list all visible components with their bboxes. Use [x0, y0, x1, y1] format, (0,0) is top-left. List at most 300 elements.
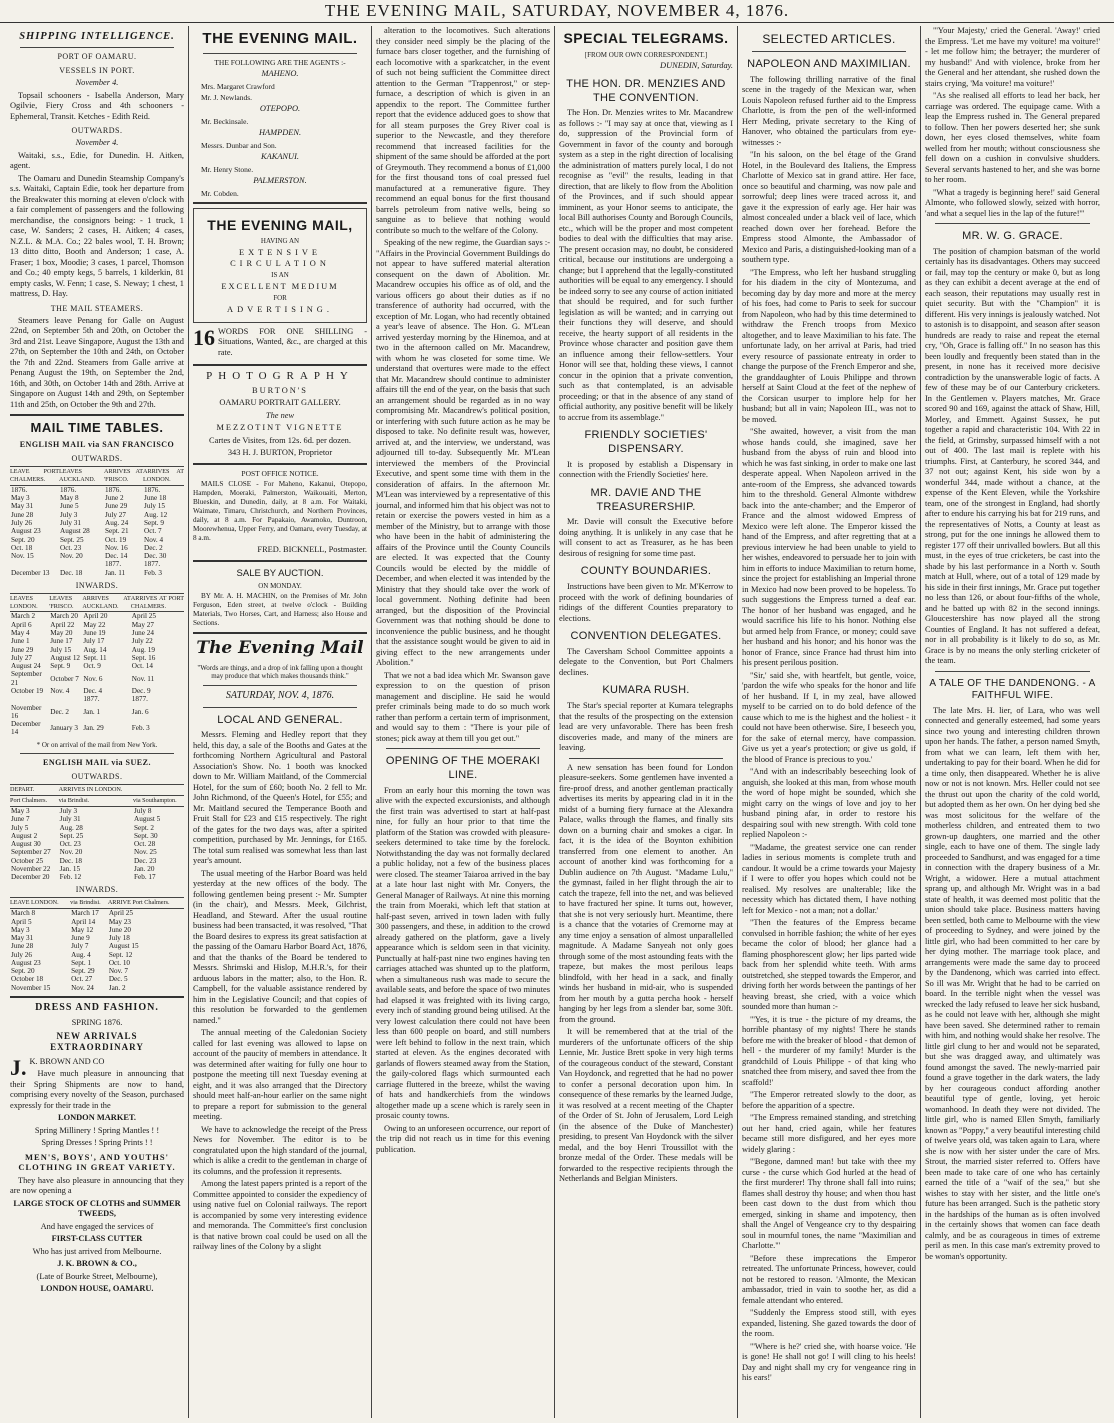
table-row: [10, 824, 184, 832]
table-cell: June 29: [11, 645, 34, 654]
table-cell: July 3: [59, 806, 78, 815]
column-3: [372, 26, 555, 1418]
agent-name: Mr. J. Newlands.: [201, 93, 253, 102]
sf-outwards-table: [10, 466, 184, 577]
table-row: [10, 720, 184, 737]
table-cell: July 8: [134, 806, 152, 815]
agent-place: OTEPOPO.: [259, 104, 301, 114]
article-paragraph: The Hon. Dr. Menzies writes to Mr. Macandrew as follows :- "I may say at once that, viewing as I do, suppression of the Provincial form of Government in favor of the county and borough system as a step in the right direction of localising the administration of matters purely local, I do not recognise as "evil" the results, leading in that direction, that are likely to flow from the Abolition of the Provinces, and if such should appear imminent, as your Honor seems to anticipate, the local Bill authorises County and Borough Councils, etc., which will be the proper and most competent bodies to deal with the difficulties that may arise. The present occasion may, no doubt, be considered critical, because our institutions are undergoing a change; but I apprehend that the legally-constituted authorities will be equal to any emergency. I should be indeed sorry to see any course of action initiated that should be required, and for such further legislation as will be wanted; and in carrying out their functions they will deserve, and should receive, the hearty support of all residents in the Province whose character and position gave them an influence among their fellow-settlers. Your Honor will see that, holding these views, I cannot concur in the opinion that a private convention, such as that contemplated, is an advisable proceeding; or that in the absence of any stand of official authority, any positive benefit will be likely to accrue from its assemblage.": [559, 108, 733, 422]
table-cell: 1877.: [83, 695, 100, 704]
table-cell: June 19: [83, 629, 106, 638]
proprietor: 343 H. J. BURTON, Proprietor: [227, 448, 333, 458]
table-cell: June 29: [105, 502, 128, 511]
column-1: [6, 26, 189, 1418]
box-extensive: EXTENSIVE CIRCULATION: [230, 248, 330, 268]
mens-text: They have also pleasure in announcing that they are now opening a: [10, 1175, 184, 1196]
table-cell: June 5: [60, 502, 79, 511]
article-paragraph: "Before these imprecations the Emperor retreated. The unfortunate Princess, however, could not be restored to reason. 'Almonte, the Mexican ambassador, tried in vain to soothe her, as did a female attendant who entered.: [742, 1253, 916, 1305]
local-title: LOCAL AND GENERAL.: [217, 713, 343, 726]
mail-steamers-text: Steamers leave Penang for Galle on August 22nd, on September 5th and 20th, on October the 3rd and 21st. Leave Singapore, August the 13th and 27th, on September the 10th and 24th, on October the 7th and 22nd. Steamers from Galle arrive at Penang August the 19th, on September the 2nd, 16th, and 30th, on October 14th and 28th. Arrive at Singapore on August 14th and 29th, on September 11th and 25th, on October the 9th and 27th.: [10, 315, 184, 409]
table-row: [10, 494, 184, 502]
drop-cap-j: J.: [10, 1054, 27, 1080]
table-row: [10, 984, 184, 992]
table-cell: June 17: [50, 637, 73, 646]
table-cell: Nov. 11: [131, 674, 155, 683]
table-cell: Aug. 19: [131, 645, 155, 654]
table-cell: 1876.: [60, 485, 77, 494]
dress-title: DRESS AND FASHION.: [35, 1002, 159, 1014]
table-row: [10, 646, 184, 654]
article-paragraph: "Then the features of the Empress became convulsed in horrible fashion; the white of her eyes became the color of blood; her glance had a flaming phosphorescent glow; her lips parted wide back from her splendid white teeth. With arms outstretched, she stepped towards the Emperor, and driving forth her words between the pantings of her heaving breast, she cried, with a voice which sounded more than human :-: [742, 918, 916, 1012]
table-cell: 1876.: [144, 485, 161, 494]
gothic-title: The Evening Mail: [196, 638, 364, 659]
article-paragraph: "'Where is he?' cried she, with hoarse voice. 'He is gone! He shall not go! I will cling to his heels! Day and night shall my cry for vengeance ring in his ears!': [742, 1341, 916, 1383]
article-paragraph: The annual meeting of the Caledonian Society called for last evening was allowed to lapse on account of the paucity of members in attendance. It was determined after waiting for fully one hour to postpone the meeting till next Tuesday evening at eight, and it was also arranged that the Directory should meet half-an-hour earlier on the same night to prepare a report for submission to the general meeting.: [193, 1028, 367, 1122]
table-row: [10, 544, 184, 552]
table-cell: 1877.: [105, 560, 122, 569]
table-cell: March 20: [50, 612, 78, 621]
table-cell: Sept. 12: [108, 950, 133, 959]
agents-intro: THE FOLLOWING ARE THE AGENTS :-: [214, 57, 346, 67]
table-cell: July 31: [59, 815, 81, 824]
divider: [193, 364, 367, 366]
table-cell: July 17: [83, 637, 105, 646]
table-row: [10, 552, 184, 560]
table-row: [10, 975, 184, 983]
column-6: [921, 26, 1104, 1418]
table-cell: December 13: [11, 568, 50, 577]
sixteen-text: WORDS FOR ONE SHILLING - Situations, Wanted, &c., are charged at this rate.: [218, 326, 367, 357]
table-row: [10, 918, 184, 926]
cutter: FIRST-CLASS CUTTER: [51, 1234, 143, 1244]
table-header: via Southampton.: [133, 796, 184, 807]
napoleon-article: [742, 75, 916, 1384]
table-cell: Dec. 23: [134, 856, 157, 865]
table-header: ARRIVES AT 'FRISCO.: [104, 467, 143, 486]
table-header: DEPART.: [10, 785, 59, 796]
table-cell: November 16: [11, 703, 42, 720]
table-cell: Nov. 7: [108, 967, 128, 976]
local-continued: [376, 26, 550, 744]
table-header: ARRIVES IN LONDON.: [59, 785, 133, 796]
table-cell: Jan. 15: [59, 864, 81, 873]
table-cell: August 24: [11, 662, 41, 671]
article-paragraph: alteration to the locomotives. Such alterations they consider need simply be the placing of the furnace bars closer together, and the furnishing of each locomotive with a sparkcatcher, in the event of such not being sufficient the Committee direct attention to the German "Trappenrost," or step-furnace, a description of which is given in an appendix to the report. The Committee further report that the evidence adduced goes to show that for all steam purposes the Grey River coal is superior to the Newcastle, and they therefore recommend that increased facilities for the shipment of the same should be afforded at the port of Greymouth. They recommend a bonus of £1,000 for the first thousand tons of coal pressed fuel manufactured at a remunerative figure. They recommend an equal bonus for the first thousand barrels petroleum from native wells, being so sanguine as to believe that nothing would contribute so much to the welfare of the Colony.: [376, 26, 550, 235]
table-cell: July 26: [11, 950, 32, 959]
table-cell: Sept. 20: [11, 535, 35, 544]
friendly-title: FRIENDLY SOCIETIES' DISPENSARY.: [584, 429, 708, 455]
in-port-date: November 4.: [75, 78, 119, 88]
table-cell: May 3: [11, 925, 30, 934]
outwards-date: November 4.: [75, 138, 119, 148]
table-header: Port Chalmers.: [10, 796, 59, 807]
table-cell: Jan. 2: [108, 983, 126, 992]
article-paragraph: It will be remembered that at the trial of the murderers of the unfortunate officers of the ship Lennie, Mr. Justice Brett spoke in very high terms of the courageous conduct of the steward, Constant Van Hoydonck, and regretted that he had no power to confer a personal decoration upon him. In consequence of these remarks by the learned Judge, it was resolved at a recent meeting of the Chapter of the Order of St. John of Jerusalem, Lord Leigh (in the absence of the Duke of Manchester) presiding, to present Van Hoydonck with the silver medal, and the boy Henri Troussillot with the bronze medal of the Order. These medals will be forwarded to the respective recipients through the Netherlands and Belgian Ministers.: [559, 1027, 733, 1183]
table-cell: May 20: [50, 629, 73, 638]
divider: [193, 632, 367, 634]
table-cell: April 22: [50, 620, 75, 629]
table-cell: December 14: [11, 720, 41, 737]
table-header: ARRIVE Port Chalmers.: [108, 898, 184, 909]
divider: [20, 753, 174, 754]
gallery: OAMARU PORTRAIT GALLERY.: [219, 398, 341, 408]
table-cell: August 23: [11, 958, 41, 967]
postmaster: FRED. BICKNELL, Postmaster.: [257, 545, 367, 555]
article-paragraph: That we not a bad idea which Mr. Swanson gave expression to on the question of prison management and discipline. He said he would prefer criminals being made to do so much work rather than perform a certain term of imprisonment, and would say to them : "There is your pile of stones; pick away at them till you get out.": [376, 670, 550, 743]
article-paragraph: "As she realised all efforts to lead her back, her carriage was ordered. The equipage came. With a leap the Empress rushed in. The General prepared to follow. Then her powers deserted her; she sunk down, her eyes closed themselves, white foam welled from her mouth; without consciousness she fell down on a cushion in convulsive shudders. Several servants hastened to her, and she was borne to her room.: [925, 91, 1100, 184]
table-cell: Oct. 19: [105, 535, 127, 544]
table-cell: May 3: [11, 806, 30, 815]
article-paragraph: "The Empress remained standing, and stretching out her hand, cried again, while her features became still more disfigured, and her eyes more widely glaring :: [742, 1113, 916, 1154]
table-cell: Dec. 2: [144, 543, 163, 552]
table-cell: Dec. 18: [60, 568, 83, 577]
cutter-text: And have engaged the services of: [40, 1221, 154, 1231]
table-row: [10, 967, 184, 975]
table-cell: April 25: [131, 612, 156, 621]
table-cell: 1876.: [11, 485, 28, 494]
table-row: [10, 612, 184, 621]
telegrams-title: SPECIAL TELEGRAMS.: [563, 30, 729, 46]
table-cell: 1877.: [131, 695, 148, 704]
table-header: ARRIVES AT PORT CHALMERS.: [131, 593, 184, 612]
spring-line-2: Spring Dresses ! Spring Prints ! !: [41, 1138, 153, 1148]
table-cell: August 30: [11, 840, 41, 849]
table-row: [10, 857, 184, 865]
divider: [935, 671, 1090, 672]
london-market: LONDON MARKET.: [57, 1113, 136, 1123]
table-cell: Oct. 23: [59, 840, 81, 849]
table-cell: August 28: [60, 527, 90, 536]
divider: [203, 53, 357, 54]
dateline: DUNEDIN, Saturday.: [660, 61, 733, 71]
friendly-text: It is proposed by establish a Dispensary in connection with the Friendly Societies' here.: [559, 459, 733, 480]
table-cell: Sept. 9: [144, 519, 164, 527]
table-cell: October 7: [50, 674, 79, 683]
table-cell: May 3: [11, 494, 30, 503]
table-cell: Aug. 14: [83, 645, 107, 654]
divider: [193, 463, 367, 465]
table-header: LEAVES AUCKLAND.: [59, 467, 104, 486]
table-cell: Oct. 18: [11, 543, 33, 552]
table-row: [10, 637, 184, 645]
table-cell: Feb. 3: [144, 568, 162, 577]
table-row: [10, 662, 184, 670]
table-cell: Sept. 1: [71, 958, 92, 967]
dandenong-title: A TALE OF THE DANDENONG. - A FAITHFUL WIFE.: [929, 677, 1096, 702]
table-cell: August 2: [11, 831, 38, 840]
table-row: [10, 959, 184, 967]
table-row: [10, 873, 184, 881]
table-cell: [59, 560, 104, 568]
agents-list: [193, 69, 367, 198]
table-cell: Nov. 15: [11, 552, 34, 561]
divider: [386, 748, 540, 749]
table-cell: August 5: [134, 815, 161, 824]
table-header: LEAVE PORT CHALMERS.: [10, 467, 59, 486]
divider: [203, 707, 357, 708]
table-cell: Aug. 24: [105, 519, 129, 527]
table-cell: Dec. 9: [131, 687, 151, 695]
kumara-text: The Star's special reporter at Kumara telegraphs that the results of the prospecting on the extension lead are very unfavorable. There has been fresh discoveries made, and many of the miners are leaving.: [559, 701, 733, 752]
divider: [569, 758, 723, 759]
table-cell: Sept. 25: [60, 535, 84, 544]
table-row: [10, 951, 184, 959]
convention-title: CONVENTION DELEGATES.: [570, 630, 722, 642]
article-paragraph: "In his saloon, on the bel étage of the Grand Hotel, in the Boulevard des Italiens, the Empress Charlotte of Mexico sat in grand attire. Her face, once so beautiful and charming, was now pale and sorrowful; deep lines were traced across it, and gave it the expression of early age. Her hair was almost concealed under a black veil of lace, which reached down over her forehead. Before the Empress stood Almonte, the Ambassador of Mexico and Paris, a distinguished-looking man of a southern type.: [742, 150, 916, 265]
evening-mail-title: THE EVENING MAIL.: [202, 30, 358, 47]
divider: [193, 560, 367, 562]
table-cell: Dec. 4: [83, 687, 103, 695]
table-cell: May 31: [11, 934, 34, 943]
table-header: LEAVES LONDON.: [10, 593, 49, 612]
divider: [10, 414, 184, 416]
table-row: [10, 519, 184, 527]
in-port-text: Topsail schooners - Isabella Anderson, Mary Ogilvie, Fiery Cross and 4th schooners - Ephemeral, Transit. Ketches - Edith Reid.: [10, 90, 184, 121]
article-paragraph: "The Empress, who left her husband struggling for his diadem in the city of Montezuma, and becoming day by day more and more at the mercy of his foes, had come to Paris to seek for succour from Napoleon, who had by this time determined to withdraw the French troops from Mexico altogether, and to leave Maximilian to his fate. The unfortunate lady, on her arrival at Paris, had tried every resource of passionate entreaty in order to change the purpose of the French Emperor and she, the granddaughter of Louis Philippe and thrown herself at Saint Cloud at the feet of the nephew of the Corsican usurper to implore help for her husband; but all in vain; Napoleon III., was not to be moved.: [742, 267, 916, 424]
article-paragraph: Among the latest papers printed is a report of the Committee appointed to consider the expediency of using native fuel on Colonial railways. The report is accompanied by some very interesting evidence and memoranda. The Committee's first conclusion is that native brown coal could be used on all the railway lines of the Colony by a slight: [193, 1179, 367, 1252]
davie-text: Mr. Davie will consult the Executive before doing anything. It is unlikely in any case that he will consent to act as Treasurer, as he has been desirous of resigning for some time past.: [559, 517, 733, 558]
moeraki-title: OPENING OF THE MOERAKI LINE.: [385, 755, 541, 781]
davie-title: MR. DAVIE AND THE TREASURERSHIP.: [590, 486, 702, 513]
table-cell: Jan. 6: [131, 707, 149, 716]
table-cell: July 27: [11, 653, 32, 662]
table-cell: Sept. 21: [105, 527, 129, 536]
table-cell: June 1: [11, 637, 30, 646]
kumara-title: KUMARA RUSH.: [602, 684, 690, 697]
sf-outwards: OUTWARDS.: [71, 454, 123, 464]
newspaper-page: [6, 26, 1108, 1418]
table-cell: Nov. 25: [134, 848, 157, 857]
table-header: via Brindisi.: [59, 796, 133, 807]
table-cell: Sept. 25: [59, 831, 84, 840]
suez-inwards: INWARDS.: [75, 885, 119, 895]
table-cell: June 20: [108, 925, 132, 934]
table-row: [10, 865, 184, 873]
jk-sign: J. K. BROWN & CO.,: [57, 1259, 137, 1269]
table-row: [10, 485, 184, 494]
article-paragraph: "'Yes, it is true - the picture of my dreams, the horrible phantasy of my nights! There he stands before me with the breaker of blood - that demon of hell - the murderer of my family! Murder is the grandchild of Louis Philippe - of that king who snatched thee from misery, and saved thee from the scaffold!': [742, 1014, 916, 1087]
table-cell: April 6: [11, 620, 32, 629]
article-paragraph: The usual meeting of the Harbor Board was held yesterday at the new offices of the body. The following gentlemen being present :- Mr. Sumpter (in the chair), and Messrs. Meek, Gilchrist, Headland, and Steward. After the usual routine business had been transacted, it was resolved, "That the Board desires to express its great satisfaction at the passing of the Oamaru Harbor Board Act, 1876, and that the thanks of the Board be tendered to Messrs. Shrimski and Hislop, M.H.R.'s, for their arduous labors in the matter; also, to the Hon. R. Campbell, for the valuable assistance rendered by him in the Legislative Council; and that copies of this resolution be forwarded to the gentlemen named.": [193, 868, 367, 1025]
box-is: IS AN: [271, 271, 289, 280]
table-cell: Feb. 3: [131, 724, 150, 733]
table-cell: June 2: [105, 494, 124, 503]
table-cell: July 31: [60, 519, 81, 527]
table-cell: Sept. 30: [134, 831, 158, 840]
table-row: [10, 670, 184, 687]
waitaki-text: The Oamaru and Dunedin Steamship Company's s.s. Waitaki, Captain Edie, took her departure from the Breakwater this morning at eleven o'clock with a fair complement of passengers and the following merchandise, the consignors being: - 1 truck, 1 case, W. Sanders; 2 cases, H. Aitken; 4 cases, N.Z.L. & M.A. Co.; 22 bales wool, T. H. Brown; 13 ditto ditto, Booth and Anderson; 1 case, A. Fraser; 1 box, Moodie; 3 cases, 1 parcel, Thomson and Co.; 40 empty kegs, 5 barrels, 1 kilderkin, 81 empty casks, W. Fenn; 1 case, S. Neway; 1 chest, 1 mattress, D. Hay.: [10, 173, 184, 299]
suez-outwards: OUTWARDS.: [71, 772, 123, 782]
table-cell: [10, 560, 59, 568]
grace-title: MR. W. G. GRACE.: [962, 230, 1063, 242]
column-2: [189, 26, 372, 1418]
arrivals-title: NEW ARRIVALS EXTRAORDINARY: [50, 1031, 144, 1053]
agent-place: PALMERSTON.: [253, 176, 307, 185]
table-cell: Jan. 20: [134, 864, 155, 873]
local-article: [193, 730, 367, 1253]
table-cell: May 12: [71, 925, 94, 934]
divider: [10, 996, 184, 998]
the-new: The new: [265, 410, 295, 420]
sf-inwards: INWARDS.: [75, 580, 119, 590]
jk-text: Have much pleasure in announcing that their Spring Shipments are now to hand, comprising every novelty of the Season, purchased expressly for their trade in the: [10, 1069, 184, 1110]
agent-name: Mr. Beckinsale.: [201, 116, 249, 126]
agent-name: Mr. Cobden.: [201, 188, 239, 198]
table-cell: June 18: [144, 494, 167, 503]
jk-intro: K. BROWN AND CO: [29, 1056, 105, 1066]
table-cell: Jan. 1: [83, 707, 101, 716]
table-cell: September 21: [11, 670, 42, 687]
table-row: [10, 926, 184, 934]
table-cell: July 15: [50, 645, 72, 654]
divider: [935, 223, 1090, 224]
agent-name: Mr. Henry Stone.: [201, 164, 254, 174]
table-cell: Nov. 20: [60, 552, 83, 561]
table-row: [10, 654, 184, 662]
table-row: [10, 815, 184, 823]
sf-inwards-table: [10, 593, 184, 737]
table-row: [10, 536, 184, 544]
napoleon-title: NAPOLEON AND MAXIMILIAN.: [747, 58, 911, 70]
table-cell: Feb. 12: [59, 873, 82, 882]
article-paragraph: We have to acknowledge the receipt of the Press News for November. The editor is to be congratulated upon the high standard of the journal, which is alike a credit to the gentleman in charge of its columns, and the profession it represents.: [193, 1124, 367, 1176]
table-row: [10, 527, 184, 535]
table-row: [10, 560, 184, 568]
table-cell: 1877.: [144, 560, 161, 569]
table-cell: Aug. 12: [144, 510, 168, 519]
table-cell: Feb. 17: [134, 873, 156, 882]
table-cell: March 8: [11, 909, 36, 918]
sf-title: ENGLISH MAIL via SAN FRANCISCO: [19, 440, 175, 450]
selected-title: SELECTED ARTICLES.: [762, 32, 896, 46]
table-row: [10, 942, 184, 950]
agent-name: Messrs. Dunbar and Son.: [201, 140, 277, 150]
box-medium: EXCELLENT MEDIUM: [221, 281, 339, 291]
article-paragraph: "She awaited, however, a visit from the man whose hands could, she imagined, save her husband from the abyss of ruin and blood into which he was fast sinking, in order to make one last desperate appeal. When Napoleon arrived in the ante-room of the Empress, she advanced towards him to the threshold. General Almonte withdrew back into the ante-chamber; and the Emperor of France and the almost widowed Empress of Mexico were left alone. The Emperor kissed the hand of the Empress, and after regretting that at a previous interview he had been unable to yield to her wishes, endeavored to persuade her to join with him in efforts to induce Maximilian to return home, since the project for establishing an Imperial throne in Mexico had now been proved to be hopeless. To such suggestions the Empress turned a deaf ear. The honor of her husband was engaged, and he would sacrifice his life to his honor. Nothing else but armed help from France, or money; could save her husband and his honor; and his honor was the honor of France, since France had thrust him into his present perilous position.: [742, 427, 916, 668]
masthead: THE EVENING MAIL, SATURDAY, NOVEMBER 4, 1876.: [0, 0, 1114, 23]
table-cell: August 12: [50, 653, 81, 662]
table-cell: January 3: [50, 724, 78, 733]
on-monday: ON MONDAY.: [258, 581, 302, 590]
table-cell: Nov. 4: [144, 535, 164, 544]
table-cell: Oct. 14: [131, 662, 153, 671]
article-paragraph: "And with an indescribably beseeching look of anguish, she looked at this man, from whose mouth the word of hope might be sounded, which she might carry on the wings of love and joy to her husband pining afar, in order to restore his despairing soul with new strength. With cold tone replied Napoleon :-: [742, 767, 916, 840]
divider: [193, 202, 367, 204]
table-row: [10, 502, 184, 510]
divider: [752, 51, 906, 52]
table-cell: Oct. 28: [134, 840, 156, 849]
divider: [203, 685, 357, 686]
table-cell: October 19: [11, 687, 44, 695]
sale-title: SALE BY AUCTION.: [236, 567, 324, 579]
table-header: LEAVES 'FRISCO.: [49, 593, 82, 612]
issue-date: SATURDAY, NOV. 4, 1876.: [225, 690, 335, 702]
table-cell: July 26: [11, 519, 32, 527]
table-cell: July 15: [144, 502, 165, 511]
table-cell: Oct. 10: [108, 958, 131, 967]
table-cell: Oct. 23: [60, 543, 82, 552]
article-paragraph: Speaking of the new regime, the Guardian says :- "Affairs in the Provincial Government Buildings do not appear to have suffered material alteration consequent on the dawn of Abolition. Mr. Macandrew occupies his office as of old, and the various officers go about their duties as if no transference of authority had occurred, with the exception of Mr. Logan, who had recently obtained a year's leave of absence. The Hon. G. M'Lean arrived yesterday morning by the Hinemoa, and at two in the afternoon called on Mr. Macandrew, with whom he was closeted for some time. We understand that overtures were made to the effect that Mr. Macandrew should continue to administer affairs till the end of the year, on the basis that such an arrangement should be regarded as in no way compromising Mr. Macandrew's political position, or interfering with such future action as he may be disposed to take. No definite result was, however, arrived at, and the interview, we understand, was adjourned till to-day. Subsequently Mr. M'Lean interviewed the members of the Provincial Executive, and spent some time with them in the consideration of affairs. In the afternoon Mr. M'Lean was interviewed by a representative of this journal, and informed him that his object was not to retain or exercise the powers vested in him as a member of the Ministry, but to arrange with those who have been in the habit of administering the affairs of the Province until the County Councils are elected. It was expected that the County Councils would be elected by the middle of December, and when elected it was intended by the Ministry that they should take over the work of local government. Nothing definite had been arranged, but the disposition of the Provincial Government was that nothing should be done to inconvenience the public business, and he thought that the assistance sought would be given to aid in giving effect to the new arrangements under Abolition.": [376, 238, 550, 667]
table-cell: November 22: [11, 864, 51, 873]
table-cell: August 23: [11, 527, 41, 536]
shipping-title: SHIPPING INTELLIGENCE.: [19, 31, 175, 42]
agent-place: KAKANUI.: [261, 152, 299, 162]
county-title: COUNTY BOUNDARIES.: [580, 565, 712, 578]
column-4: [555, 26, 738, 1418]
box-having: HAVING AN: [260, 237, 300, 246]
table-cell: May 23: [108, 917, 132, 926]
agent-place: HAMPDEN.: [258, 128, 302, 138]
table-header: [133, 785, 184, 796]
suez-inwards-table: [10, 897, 184, 992]
table-header: ARRIVES AT LONDON.: [143, 467, 184, 486]
motto-quote: "Words are things, and a drop of ink falling upon a thought may produce that which makes thousands think.": [197, 663, 363, 681]
article-paragraph: The late Mrs. H. lier, of Lara, who was well connected and generally esteemed, had some years since two young and interesting children thrown upon her hands. The father, a person named Smyth, from what we can learn, left them with her, undertaking to pay for their board. When he did for a time only, then disappeared. Whether he is alive now or not is not known. Mrs. Heller could not see the thrust out upon the charity of the cold world, but adopted them as her own. On her dying bed she was most solicitous for the welfare of the motherless children, and entreated them to two grown-up daughters, one married and the other single, each to have one of them. The single lady proceeded to Sandhurst, and was engaged for a time in connection with the drapery business of a Mr. Wright, a widower. Here a mutual attachment sprang up, and although Mr. Wright was in a bad state of health, it was deemed most politic that the union should take place. Business matters having been settled, both came to Melbourne with the view of proceeding to Sydney, and were joined by the little girl, who had been committed to her care by her dying mother. The marriage took place, and arrangements were made the same day to proceed by the Dandenong, which was carried into effect. So ill was Mr. Wright that he had to be carried on board. In the terrible night when the vessel was wrecked the lady refused to leave her sick husband, as he could not leave with her, although she might have been saved. She determined rather to remain with him, and nothing would shake her resolve. The little girl clung to her and would not be separated, but she was dragged away, and ultimately was found amongst the saved. The newly-married pair found a grave together in the dark waters, the lady by her courageous conduct affording another beautiful type of gentle, loving, yet heroic womanhood. In death they were not divided. The little girl, who is named Ellen Smyth, familiarly known as "Poppy," a very beautiful interesting child of twelve years old, was taken again to Lara, where she is now with her sister under the care of Mrs. Strout, the married sister referred to. Offers have been made to take care of one who has certainly earned the title of a "waif of the sea," but she wishes to stay with her sister, and the little one's future has been arranged. Such is the pathetic story in the hardships of the human as is often involved in the certainly shows that women can face death calmly, and be as courageous in times of extreme peril as men. In this case man's extremity proved to be woman's opportunity.: [925, 705, 1100, 1261]
spring-year: SPRING 1876.: [71, 1017, 123, 1027]
table-row: [10, 806, 184, 815]
article-paragraph: "'Madame, the greatest service one can render ladies in serious moments is complete truth and candour. It would be a crime towards your Majesty if I were to offer you hopes which could not be realised. My resolves are unalterable; like the necessity which has dictated them, I have nothing left for Mexico - not a man; not a dollar.': [742, 842, 916, 915]
mail-tables-title: MAIL TIME TABLES.: [30, 420, 164, 436]
table-cell: Nov. 20: [59, 848, 83, 857]
table-cell: July 18: [108, 934, 130, 943]
table-cell: Sept. 29: [71, 967, 95, 976]
table-cell: July 3: [60, 510, 78, 519]
cutter-text-2: Who has just arrived from Melbourne.: [32, 1246, 162, 1256]
mail-steamers-heading: THE MAIL STEAMERS.: [50, 303, 144, 313]
napoleon-continued: [925, 26, 1100, 219]
table-cell: June 9: [71, 934, 90, 943]
moeraki-article: [376, 786, 550, 1156]
suez-title: ENGLISH MAIL via SUEZ.: [43, 758, 151, 768]
table-row: [10, 848, 184, 856]
table-header: via Brindisi.: [70, 898, 108, 909]
county-text: Instructions have been given to Mr. M'Kerrow to proceed with the work of defining boundaries of ridings of the different Counties preparatory to elections.: [559, 582, 733, 623]
sensation-article: [559, 763, 733, 1185]
article-paragraph: "The Emperor retreated slowly to the door, as before the apparition of a spectre.: [742, 1090, 916, 1110]
table-cell: Aug. 4: [71, 950, 91, 959]
table-cell: Sept. 9: [50, 662, 71, 671]
table-cell: March 17: [71, 909, 99, 918]
dandenong-article: [925, 706, 1100, 1263]
box-for: FOR: [273, 294, 287, 303]
article-paragraph: From an early hour this morning the town was alive with the expected excursionists, and although the first train was advertised to start at half-past nine, for fully an hour prior to that time the platform of the Station was crowded with pleasure-seekers determined to take time by the forelock. Notwithstanding the day was not formally declared a public holiday, not a few of the business places were closed. The steamer Taiaroa arrived in the bay at a late hour last night with Mr. Conyers, the General Manager of Railways. At nine this morning the train from Moeraki, which left that station at half-past seven, arrived in town laden with fully 300 passengers, and these, in addition to the crowd already gathered on the platform, gave a lively appearance which is seldom seen in that vicinity. Punctually at half-past nine two engines having ten carriages attached was shunted up to the platform, when a simultaneous rush was made to secure the available seats, and before the space of two minutes had elapsed it was freighted with its living cargo, every inch of standing ground being utilised. At the very lowest calculation there could not have been less than 600 people on board, and still numbers were left behind to follow in the next train, which started at eleven. As the engines decorated with garlands of flowers steamed away from the Station, the gaily-colored flags which surmounted each carriage fluttered in the breeze, whilst the waving of hats and handkerchiefs from the windows altogether made up a scene which is rarely seen in prosaic county towns.: [376, 785, 550, 1120]
article-paragraph: Owing to an unforeseen occurrence, our report of the trip did not reach us in time for this evening publication.: [376, 1123, 550, 1154]
sale-text: BY Mr. A. H. MACHIN, on the Premises of Mr. John Ferguson, Eden street, at twelve o'clock - Building Materials, Two Horses, Cart, and Harness; also House and Sections.: [193, 592, 367, 628]
cartes: Cartes de Visites, from 12s. 6d. per dozen.: [209, 435, 351, 445]
table-header: ARRIVES AT AUCKLAND.: [82, 593, 130, 612]
table-cell: Dec. 18: [59, 856, 83, 865]
article-paragraph: "Sir,' said she, with heartfelt, but gentle, voice, 'pardon the wife who speaks for the honor and life of her husband. If I, in my zeal, have allowed myself to be carried on to do bold defence of the cause which to me is the highest and the holiest - it could not have been otherwise. Sire, I beseech you, for the sake of eternal mercy, have compassion. Give us yet a year's protection; or give us gold, if the blood of France is precious to you.': [742, 670, 916, 764]
table-cell: April 14: [71, 917, 96, 926]
outwards-text: Waitaki, s.s., Edie, for Dunedin. H. Aitken, agent.: [10, 150, 184, 171]
table-row: [10, 621, 184, 629]
table-cell: September 27: [11, 848, 51, 857]
table-row: [10, 687, 184, 695]
table-cell: Oct. 7: [144, 527, 162, 536]
table-cell: Nov. 24: [71, 983, 94, 992]
table-cell: November 15: [11, 983, 51, 992]
table-cell: Sept. 2: [134, 823, 155, 832]
column-5: [738, 26, 921, 1418]
article-paragraph: "'Your Majesty,' cried the General. 'Away!' cried the Empress. 'Let me have my voiture! ma voiture!' - let me follow him; the betrayer; the murderer of my husband!' And with violence, broke from her the General and her attendant, she rushed down the stairs crying, 'Ma voiture! ma voiture!': [925, 26, 1100, 88]
table-cell: Sept. 20: [11, 967, 35, 976]
table-cell: Dec. 2: [50, 707, 70, 716]
table-cell: December 20: [11, 873, 50, 882]
grace-article: [925, 247, 1100, 667]
mens-title: MEN'S, BOYS', AND YOUTHS' CLOTHING IN GREAT VARIETY.: [18, 1151, 176, 1173]
sixteen-numeral: 16: [193, 324, 215, 350]
photography-title: PHOTOGRAPHY: [206, 370, 354, 383]
